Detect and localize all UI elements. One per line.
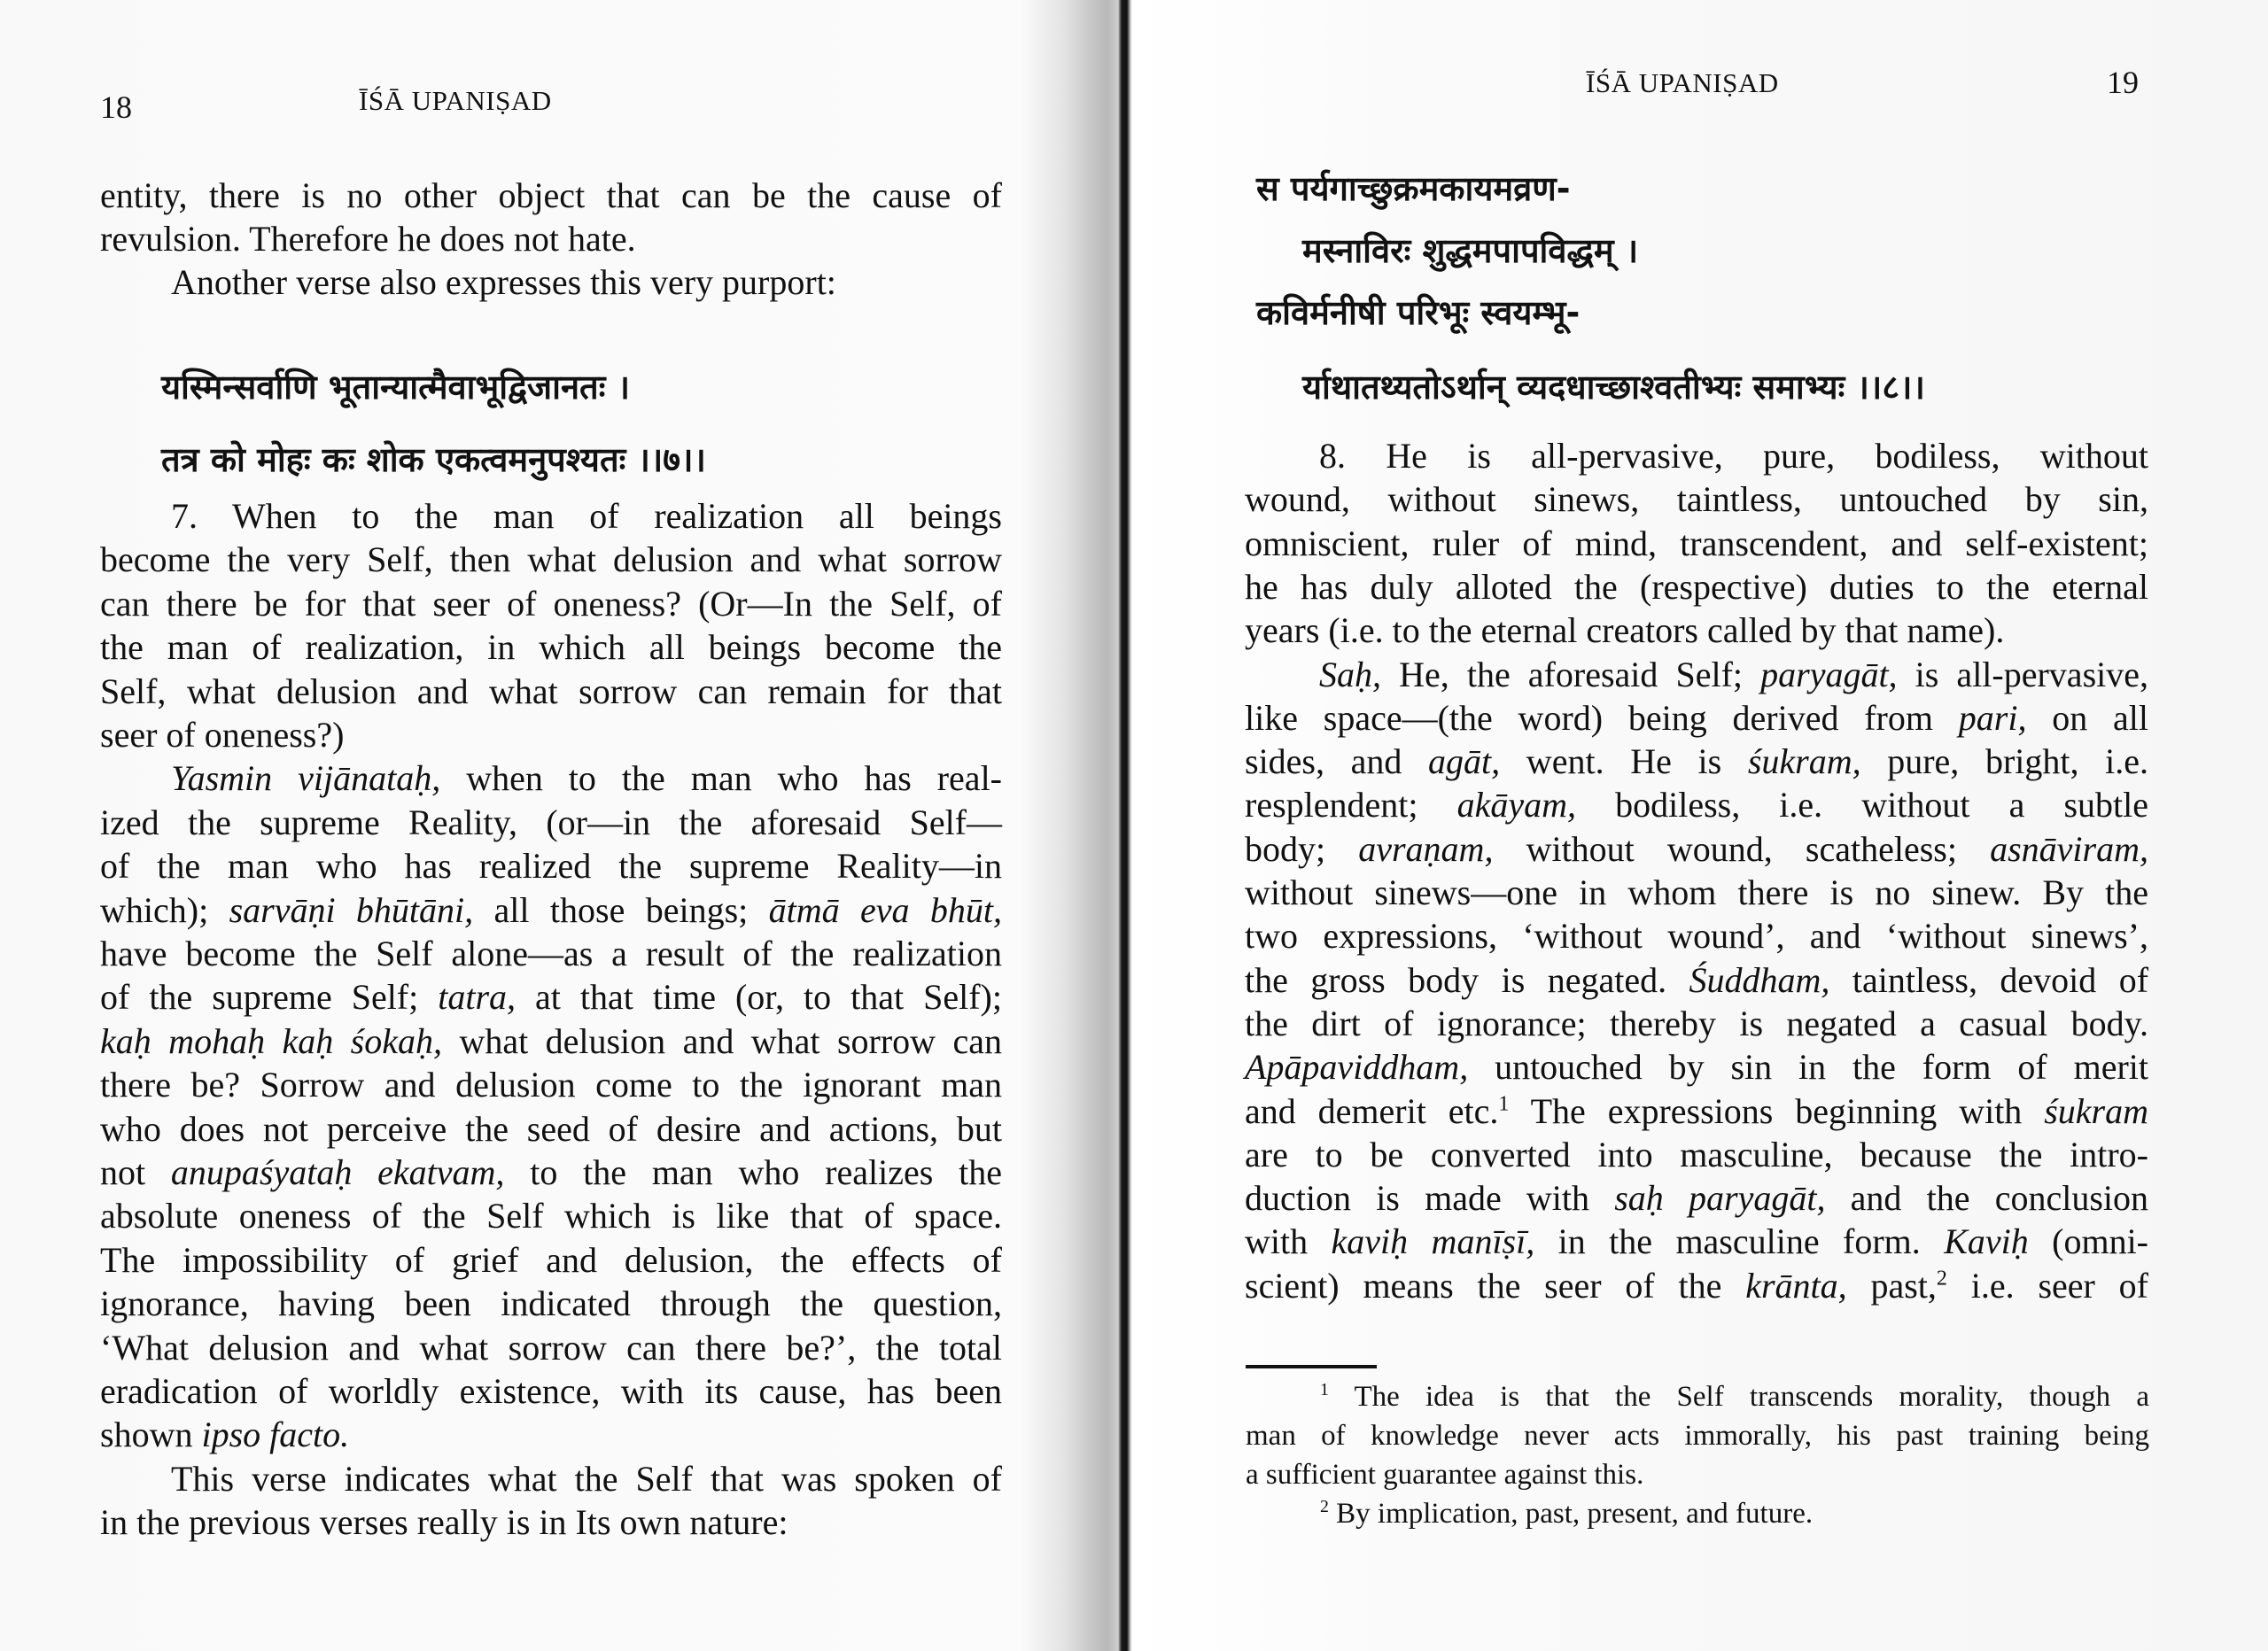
footnote-rule	[1246, 1365, 1377, 1368]
text-run: years (i.e. to the eternal creators called by that name).	[1245, 610, 2005, 651]
italic-term: kaviḥ manīṣī,	[1331, 1221, 1535, 1262]
italic-term: saḥ paryagāt,	[1614, 1178, 1826, 1219]
body-line	[100, 713, 1002, 757]
body-line	[1319, 653, 2148, 697]
text-run: went. He is	[1500, 741, 1748, 782]
text-run: past,	[1846, 1265, 1937, 1306]
body-line	[100, 1282, 1002, 1326]
text-run: a sufficient guarantee against this.	[1246, 1459, 1644, 1491]
text-run: ignorance, having been indicated through the question,	[100, 1283, 1002, 1324]
text-run: The impossibility of grief and delusion, the effects of	[100, 1239, 1002, 1280]
body-line	[100, 625, 1002, 670]
left-page	[0, 0, 1132, 1651]
body-line	[1245, 1045, 2148, 1089]
body-line	[100, 1326, 1002, 1370]
text-run: shown	[100, 1415, 202, 1455]
text-run: pure, bright, i.e.	[1860, 741, 2148, 782]
italic-term: anupaśyataḥ ekatvam,	[170, 1152, 505, 1192]
text-run: two expressions, ‘without wound’, and ‘without sinews’,	[1245, 916, 2148, 957]
body-line	[1245, 827, 2148, 872]
body-line	[100, 975, 1002, 1019]
body-line	[100, 1413, 1002, 1457]
text-run: are to be converted into masculine, because the intro-	[1245, 1134, 2148, 1174]
text-run: what delusion and what sorrow can	[442, 1020, 1002, 1061]
body-line	[1245, 1133, 2148, 1177]
body-line	[100, 1063, 1002, 1107]
sanskrit-verse-line: मस्नाविरः शुद्धमपापविद्धम् ।	[1302, 231, 1639, 270]
text-run: (omni-	[2028, 1221, 2149, 1262]
italic-term: avraṇam,	[1358, 828, 1494, 869]
text-run: which);	[100, 889, 229, 930]
text-run: By implication, past, present, and future.	[1328, 1498, 1814, 1530]
text-run: in the masculine form.	[1534, 1221, 1945, 1262]
text-run: the dirt of ignorance; thereby is negated a casual body.	[1245, 1003, 2148, 1043]
body-line	[100, 1019, 1002, 1064]
text-run: wound, without sinews, taintless, untouched by sin,	[1245, 479, 2148, 520]
body-line	[1245, 958, 2148, 1003]
body-line	[171, 1457, 1002, 1501]
sanskrit-verse-line: तत्र को मोहः कः शोक एकत्वमनुपश्यतः ।।७।।	[161, 440, 706, 479]
text-run: on all	[2026, 697, 2148, 738]
text-run: 7. When to the man of realization all beings	[171, 496, 1002, 536]
italic-term: sarvāṇi bhūtāni,	[229, 889, 474, 930]
sanskrit-verse-line: स पर्यगाच्छुक्रमकायमव्रण-	[1256, 169, 1571, 208]
right-page	[1132, 0, 2268, 1651]
text-run: untouched by sin in the form of merit	[1468, 1047, 2148, 1088]
body-line	[1245, 477, 2148, 522]
italic-term: ipso facto.	[201, 1415, 350, 1455]
page-number: 18	[100, 89, 132, 125]
body-line	[1245, 740, 2148, 784]
running-head: ĪŚĀ UPANIṢAD	[1586, 67, 1779, 98]
body-line	[1245, 783, 2148, 827]
text-run: absolute oneness of the Self which is like that of space.	[100, 1196, 1002, 1236]
italic-term: agāt,	[1428, 741, 1501, 782]
text-run: without wound, scatheless;	[1493, 828, 1991, 869]
footnote-marker: 2	[1936, 1267, 1947, 1291]
text-run: Another verse also expresses this very purport:	[171, 262, 836, 302]
footnote-marker: 1	[1320, 1380, 1329, 1400]
sanskrit-verse-line: यस्मिन्सर्वाणि भूतान्यात्मैवाभूद्विजानतः ।	[161, 368, 631, 407]
verse-translation	[1319, 434, 2148, 478]
body-line	[100, 932, 1002, 976]
text-run: entity, there is no other object that can be the cause of	[100, 175, 1002, 215]
running-head: ĪŚĀ UPANIṢAD	[359, 85, 552, 116]
text-run: ized the supreme Reality, (or—in the aforesaid Self—	[100, 802, 1002, 842]
text-run: all those beings;	[473, 889, 769, 930]
body-line	[1245, 871, 2148, 915]
text-run: body;	[1245, 828, 1359, 869]
body-line	[1245, 1176, 2148, 1221]
body-line	[171, 756, 1002, 801]
italic-term: krānta,	[1745, 1265, 1847, 1306]
italic-term: Śuddham,	[1689, 959, 1830, 1000]
text-run: have become the Self alone—as a result of the realization	[100, 934, 1002, 973]
text-run: man of knowledge never acts immorally, his past training being	[1246, 1420, 2149, 1452]
italic-term: Yasmin vijānataḥ,	[171, 758, 441, 799]
body-line	[1245, 608, 2148, 653]
footnote-line	[1320, 1495, 2149, 1532]
text-run: of the supreme Self;	[100, 977, 439, 1018]
body-line	[1245, 1002, 2148, 1046]
text-run: not	[100, 1152, 171, 1192]
text-run: ‘What delusion and what sorrow can there be?’, the total	[100, 1327, 1002, 1368]
text-run: there be? Sorrow and delusion come to the ignorant man	[100, 1065, 1002, 1105]
body-line	[1245, 522, 2148, 566]
text-run: 8. He is all-pervasive, pure, bodiless, without	[1319, 436, 2148, 476]
text-run: revulsion. Therefore he does not hate.	[100, 219, 636, 259]
text-run: at that time (or, to that Self);	[516, 977, 1002, 1018]
body-line	[100, 174, 1002, 218]
body-line	[100, 888, 1002, 933]
footnote-marker: 1	[1498, 1092, 1510, 1116]
body-line	[100, 670, 1002, 714]
body-line	[1245, 1220, 2148, 1264]
page-number: 19	[2107, 65, 2139, 100]
sanskrit-verse-line: कविर्मनीषी परिभूः स्वयम्भू-	[1256, 293, 1581, 332]
body-line	[100, 217, 1002, 261]
text-run: who does not perceive the seed of desire and actions, but	[100, 1108, 1002, 1149]
body-line	[1245, 1089, 2148, 1134]
text-run: eradication of worldly existence, with its cause, has been	[100, 1371, 1002, 1411]
text-run: he has duly alloted the (respective) duties to the eternal	[1245, 566, 2148, 607]
text-run: of the man who has realized the supreme Reality—in	[100, 846, 1002, 887]
body-line	[171, 260, 1002, 305]
body-line	[1245, 565, 2148, 609]
italic-term: kaḥ mohaḥ kaḥ śokaḥ,	[100, 1020, 443, 1061]
text-run: can there be for that seer of oneness? (Or—In the Self, of	[100, 583, 1002, 624]
footnote-line	[1246, 1417, 2149, 1454]
text-run: the man of realization, in which all beings become the	[100, 627, 1002, 668]
italic-term: śukram	[2044, 1090, 2149, 1131]
italic-term: paryagāt,	[1760, 654, 1898, 694]
text-run: He, the aforesaid Self;	[1381, 654, 1761, 694]
footnote-line	[1320, 1378, 2149, 1415]
text-run: scient) means the seer of the	[1245, 1265, 1746, 1306]
verse-translation	[171, 494, 1002, 539]
text-run: resplendent;	[1245, 785, 1457, 826]
text-run: taintless, devoid of	[1829, 959, 2149, 1000]
body-line	[100, 1194, 1002, 1238]
italic-term: pari,	[1958, 697, 2027, 738]
text-run: in the previous verses really is in Its own nature:	[100, 1502, 788, 1543]
body-line	[100, 1238, 1002, 1283]
italic-term: Apāpaviddham,	[1245, 1047, 1469, 1088]
text-run: The expressions beginning with	[1509, 1090, 2045, 1131]
text-run: and the conclusion	[1825, 1178, 2149, 1219]
italic-term: akāyam,	[1456, 785, 1576, 826]
text-run: seer of oneness?)	[100, 715, 345, 755]
footnote-line	[1246, 1456, 2149, 1493]
text-run: with	[1245, 1221, 1332, 1262]
body-line	[100, 538, 1002, 582]
text-run: duction is made with	[1245, 1178, 1615, 1219]
text-run: without sinews—one in whom there is no sinew. By the	[1245, 872, 2148, 912]
body-line	[1245, 1264, 2148, 1308]
italic-term: asnāviram,	[1990, 828, 2148, 869]
text-run: omniscient, ruler of mind, transcendent, and self-existent;	[1245, 523, 2148, 563]
text-run: the gross body is negated.	[1245, 959, 1689, 1000]
text-run: i.e. seer of	[1946, 1265, 2148, 1306]
body-line	[100, 1151, 1002, 1195]
text-run: like space—(the word) being derived from	[1245, 697, 1959, 738]
footnote-marker: 2	[1320, 1497, 1329, 1517]
sanskrit-verse-line: र्याथातथ्यतोऽर्थान् व्यदधाच्छाश्वतीभ्यः समाभ्यः ।।८।।	[1302, 368, 1925, 407]
body-line	[100, 582, 1002, 626]
text-run: become the very Self, then what delusion and what sorrow	[100, 539, 1002, 580]
body-line	[1245, 914, 2148, 958]
text-run: Self, what delusion and what sorrow can remain for that	[100, 670, 1002, 711]
italic-term: śukram,	[1747, 741, 1861, 782]
italic-term: ātmā eva bhūt,	[768, 889, 1002, 930]
text-run: when to the man who has real-	[440, 758, 1002, 799]
text-run: This verse indicates what the Self that was spoken of	[171, 1458, 1002, 1499]
text-run: and demerit etc.	[1245, 1090, 1499, 1131]
text-run: sides, and	[1245, 741, 1429, 782]
italic-term: Saḥ,	[1319, 654, 1381, 694]
text-run: is all-pervasive,	[1897, 654, 2148, 694]
body-line	[100, 844, 1002, 888]
italic-term: Kaviḥ	[1944, 1221, 2029, 1262]
body-line	[100, 1107, 1002, 1151]
body-line	[100, 1369, 1002, 1414]
italic-term: tatra,	[438, 977, 517, 1018]
body-line	[1245, 696, 2148, 740]
text-run: to the man who realizes the	[504, 1152, 1002, 1192]
body-line	[100, 1500, 1002, 1545]
body-line	[100, 801, 1002, 845]
text-run: bodiless, i.e. without a subtle	[1576, 785, 2148, 826]
text-run: The idea is that the Self transcends morality, though a	[1328, 1381, 2149, 1413]
